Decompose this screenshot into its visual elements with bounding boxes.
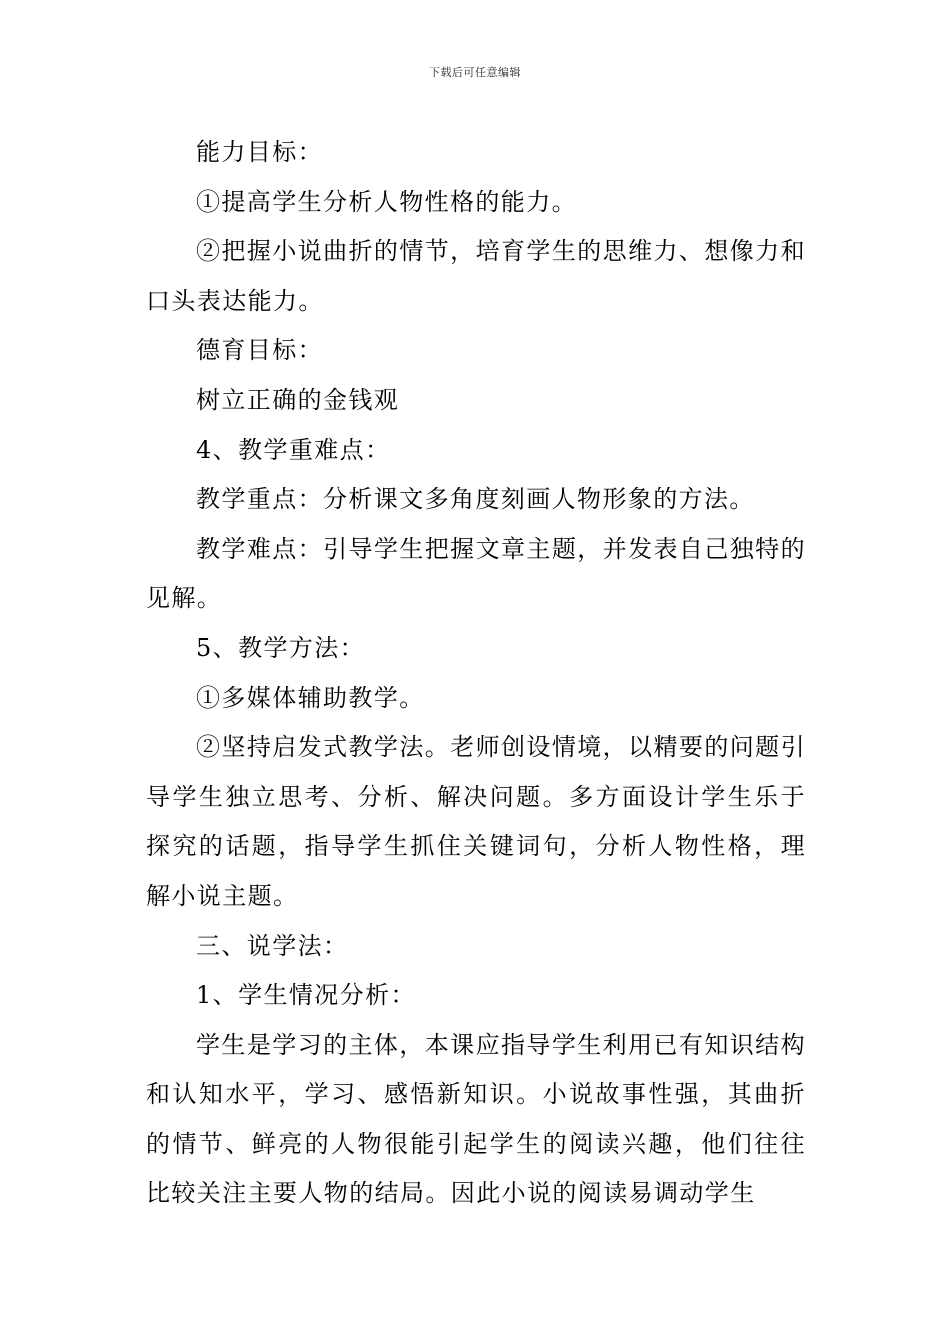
paragraph-difficult-point: 教学难点：引导学生把握文章主题，并发表自己独特的见解。	[146, 534, 806, 613]
paragraph-moral-goal-heading: 德育目标：	[196, 336, 323, 365]
paragraph-learning-method-heading: 三、说学法：	[196, 931, 349, 960]
paragraph-methods-heading: 5、教学方法：	[196, 633, 366, 662]
paragraph-method-2: ②坚持启发式教学法。老师创设情境，以精要的问题引导学生独立思考、分析、解决问题。多方面设计学生乐于探究的话题，指导学生抓住关键词句，分析人物性格，理解小说主题。	[146, 733, 806, 910]
paragraph-student-analysis: 学生是学习的主体，本课应指导学生利用已有知识结构和认知水平，学习、感悟新知识。小说故事性强，其曲折的情节、鲜亮的人物很能引起学生的阅读兴趣，他们往往比较关注主要人物的结局。因此小说的阅读易调动学生	[146, 1030, 806, 1208]
page-header: 下载后可任意编辑	[429, 66, 521, 79]
document-body	[146, 128, 806, 1219]
paragraph-student-analysis-heading: 1、学生情况分析：	[196, 981, 416, 1010]
paragraph-key-point: 教学重点：分析课文多角度刻画人物形象的方法。	[196, 485, 755, 514]
paragraph-moral-goal: 树立正确的金钱观	[196, 385, 400, 414]
paragraph-key-points-heading: 4、教学重难点：	[196, 435, 391, 464]
paragraph-method-1: ①多媒体辅助教学。	[196, 683, 425, 712]
paragraph-ability-goal-1: ①提高学生分析人物性格的能力。	[196, 187, 577, 216]
paragraph-ability-goal-heading: 能力目标：	[196, 138, 323, 166]
paragraph-ability-goal-2: ②把握小说曲折的情节，培育学生的思维力、想像力和口头表达能力。	[146, 237, 806, 315]
